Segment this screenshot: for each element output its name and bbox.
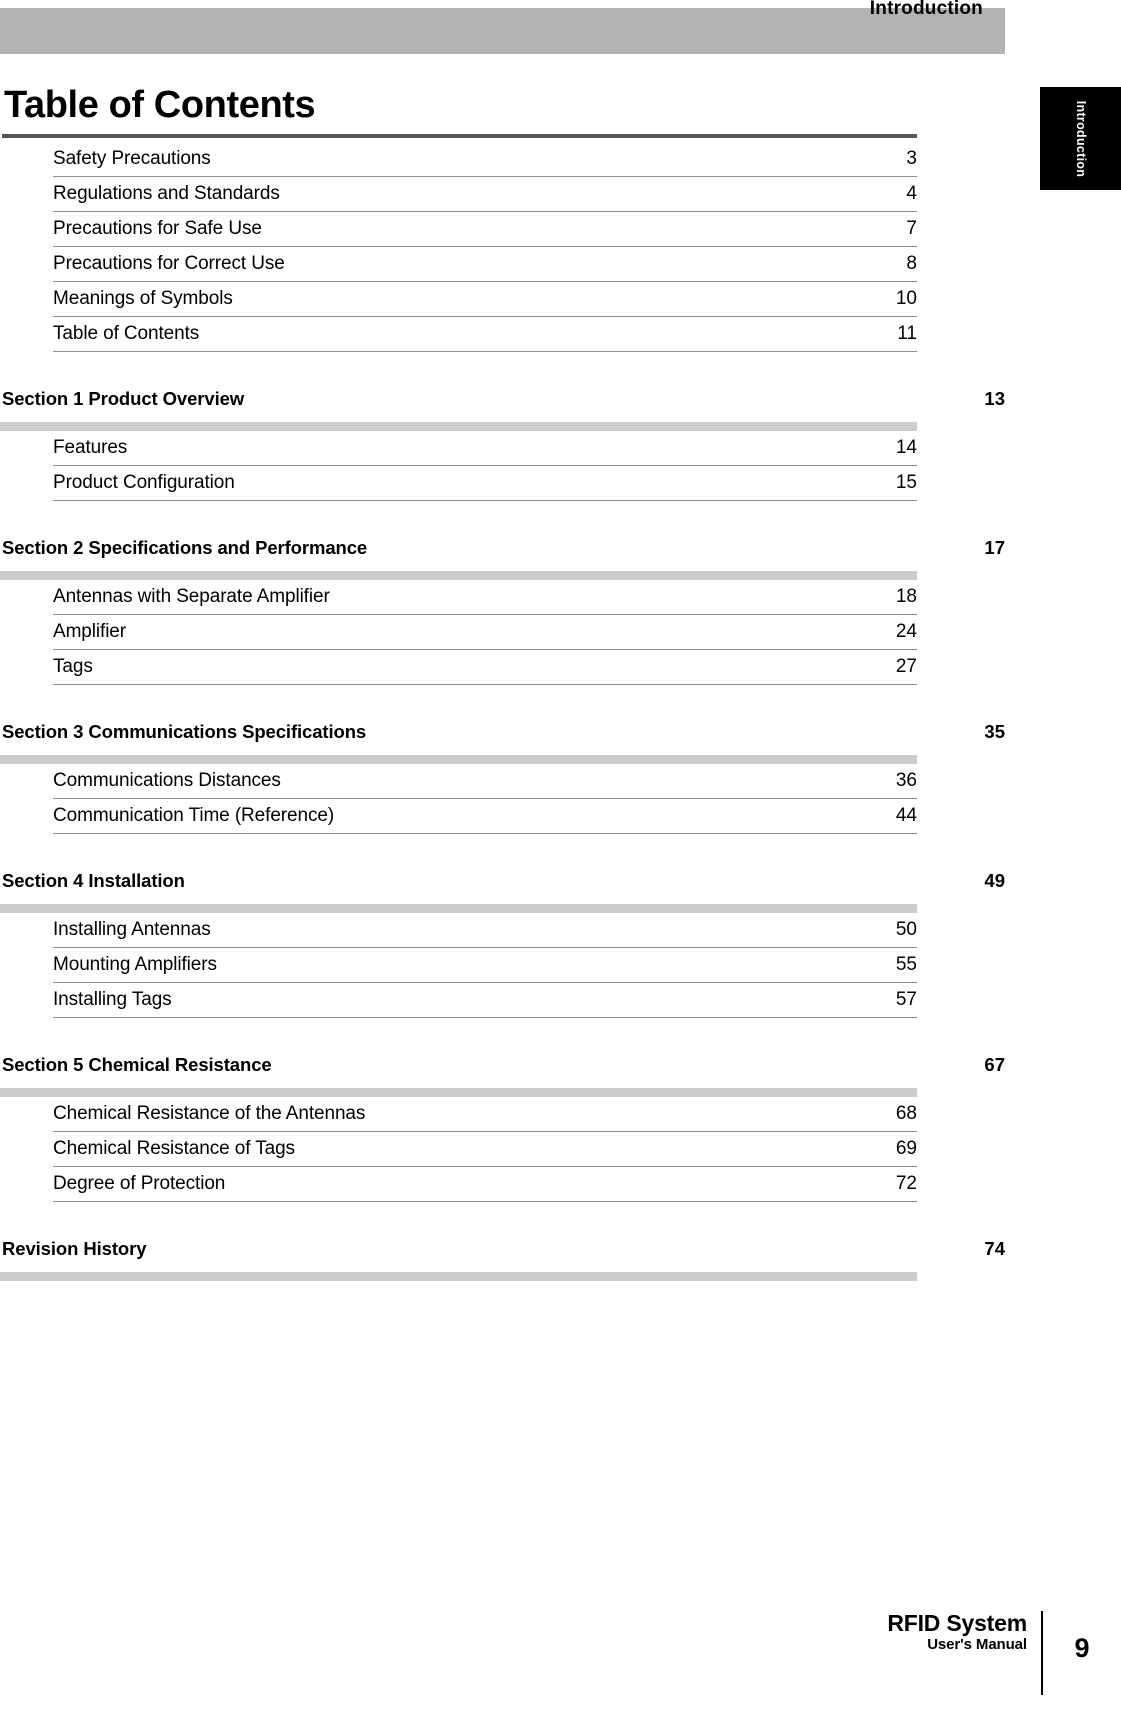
toc-entry-page: 57 [895, 989, 917, 1010]
toc-entry-list [53, 431, 917, 501]
toc-entry-label: Meanings of Symbols [53, 288, 233, 309]
toc-entry[interactable] [53, 913, 917, 948]
side-thumb-tab [1040, 87, 1121, 190]
toc-entry[interactable] [53, 317, 917, 352]
toc-entry[interactable] [53, 212, 917, 247]
toc-entry[interactable] [53, 1097, 917, 1132]
toc-group-gap [0, 1202, 1005, 1238]
toc-section-heading-label: Section 4 Installation [2, 870, 185, 891]
toc-entry[interactable] [53, 580, 917, 615]
side-thumb-tab-label: Introduction [1073, 100, 1088, 177]
toc-section-heading-label: Section 5 Chemical Resistance [2, 1054, 272, 1075]
toc-group [0, 721, 1005, 834]
toc-entry-label: Precautions for Correct Use [53, 253, 285, 274]
toc-entry-label: Amplifier [53, 621, 127, 642]
toc-group-gap [0, 1018, 1005, 1054]
toc-entry-page: 24 [895, 621, 917, 642]
toc-entry-page: 7 [906, 218, 917, 239]
footer-page-number: 9 [1074, 1633, 1090, 1663]
toc-entry-page: 69 [895, 1138, 917, 1159]
toc-section-heading-label: Section 2 Specifications and Performance [2, 537, 368, 558]
toc-entry-page: 4 [906, 183, 917, 204]
toc-entry-label: Communications Distances [53, 770, 281, 791]
toc-entry-list [53, 580, 917, 685]
toc-section-gray-bar [0, 422, 917, 431]
toc-entry[interactable] [53, 282, 917, 317]
toc-section-heading[interactable] [0, 870, 1005, 904]
page-footer [0, 1611, 1121, 1681]
toc-entry-page: 14 [895, 437, 917, 458]
toc-section-heading-page: 67 [984, 1054, 1005, 1075]
toc-entry-label: Features [53, 437, 128, 458]
toc-entry-page: 50 [895, 919, 917, 940]
toc-section-heading[interactable] [0, 388, 1005, 422]
toc-entry-list [53, 913, 917, 1018]
toc-entry-page: 11 [897, 323, 917, 344]
toc-entry-label: Mounting Amplifiers [53, 954, 217, 975]
toc-entry-page: 3 [906, 148, 917, 169]
toc-entry[interactable] [53, 650, 917, 685]
toc-entry-page: 44 [895, 805, 917, 826]
toc-entry[interactable] [53, 142, 917, 177]
toc-entry-page: 15 [895, 472, 917, 493]
toc-section-gray-bar [0, 1272, 917, 1281]
toc-section-heading-label: Section 3 Communications Specifications [2, 721, 367, 742]
toc-entry-page: 72 [895, 1173, 917, 1194]
toc-entry[interactable] [53, 247, 917, 282]
toc-entry-page: 18 [895, 586, 917, 607]
toc-group [0, 870, 1005, 1018]
toc-entry-list [53, 764, 917, 834]
footer-manual-subtitle: User's Manual [927, 1635, 1027, 1653]
table-of-contents [0, 142, 1005, 1317]
toc-group-gap [0, 501, 1005, 537]
toc-entry-label: Communication Time (Reference) [53, 805, 335, 826]
page-title: Table of Contents [4, 84, 316, 126]
toc-entry[interactable] [53, 799, 917, 834]
toc-group-gap [0, 834, 1005, 870]
toc-section-heading-page: 17 [984, 537, 1005, 558]
toc-entry-label: Chemical Resistance of the Antennas [53, 1103, 366, 1124]
toc-entry-label: Installing Antennas [53, 919, 211, 940]
toc-section-heading-page: 49 [984, 870, 1005, 891]
toc-section-heading[interactable] [0, 1054, 1005, 1088]
toc-entry[interactable] [53, 431, 917, 466]
toc-entry-page: 27 [895, 656, 917, 677]
toc-entry[interactable] [53, 1132, 917, 1167]
toc-section-gray-bar [0, 571, 917, 580]
toc-entry[interactable] [53, 764, 917, 799]
toc-group-gap [0, 685, 1005, 721]
toc-entry-label: Precautions for Safe Use [53, 218, 262, 239]
toc-section-heading-label: Section 1 Product Overview [2, 388, 245, 409]
toc-entry-list [53, 142, 917, 352]
toc-section-gray-bar [0, 904, 917, 913]
toc-section-heading[interactable] [0, 537, 1005, 571]
footer-manual-title: RFID System [887, 1610, 1027, 1636]
toc-entry-page: 8 [906, 253, 917, 274]
toc-entry[interactable] [53, 466, 917, 501]
header-gray-bar [0, 0, 1005, 54]
toc-section-heading-page: 35 [984, 721, 1005, 742]
toc-entry-page: 10 [895, 288, 917, 309]
toc-group [0, 1054, 1005, 1202]
toc-entry-label: Product Configuration [53, 472, 235, 493]
toc-section-heading-label: Revision History [2, 1238, 147, 1259]
toc-entry[interactable] [53, 983, 917, 1018]
toc-group [0, 1238, 1005, 1281]
toc-entry-page: 36 [895, 770, 917, 791]
toc-entry[interactable] [53, 615, 917, 650]
toc-section-gray-bar [0, 755, 917, 764]
toc-entry[interactable] [53, 177, 917, 212]
toc-entry[interactable] [53, 948, 917, 983]
toc-entry-label: Installing Tags [53, 989, 172, 1010]
toc-entry-page: 68 [895, 1103, 917, 1124]
toc-section-heading-page: 13 [984, 388, 1005, 409]
toc-entry-label: Degree of Protection [53, 1173, 226, 1194]
toc-entry-label: Antennas with Separate Amplifier [53, 586, 330, 607]
toc-group-gap [0, 1281, 1005, 1317]
toc-section-heading[interactable] [0, 721, 1005, 755]
toc-group [0, 537, 1005, 685]
toc-entry-label: Tags [53, 656, 93, 677]
running-head: Introduction [869, 0, 983, 19]
toc-section-gray-bar [0, 1088, 917, 1097]
toc-group [0, 388, 1005, 501]
toc-entry[interactable] [53, 1167, 917, 1202]
toc-section-heading[interactable] [0, 1238, 1005, 1272]
toc-entry-page: 55 [895, 954, 917, 975]
toc-section-heading-page: 74 [984, 1238, 1005, 1259]
toc-entry-label: Table of Contents [53, 323, 200, 344]
toc-entry-label: Chemical Resistance of Tags [53, 1138, 295, 1159]
toc-group-gap [0, 352, 1005, 388]
toc-entry-list [53, 1097, 917, 1202]
toc-group [0, 142, 1005, 352]
toc-entry-label: Regulations and Standards [53, 183, 280, 204]
toc-entry-label: Safety Precautions [53, 148, 211, 169]
title-underline-rule [2, 134, 917, 138]
footer-manual-identity [887, 1611, 1041, 1654]
